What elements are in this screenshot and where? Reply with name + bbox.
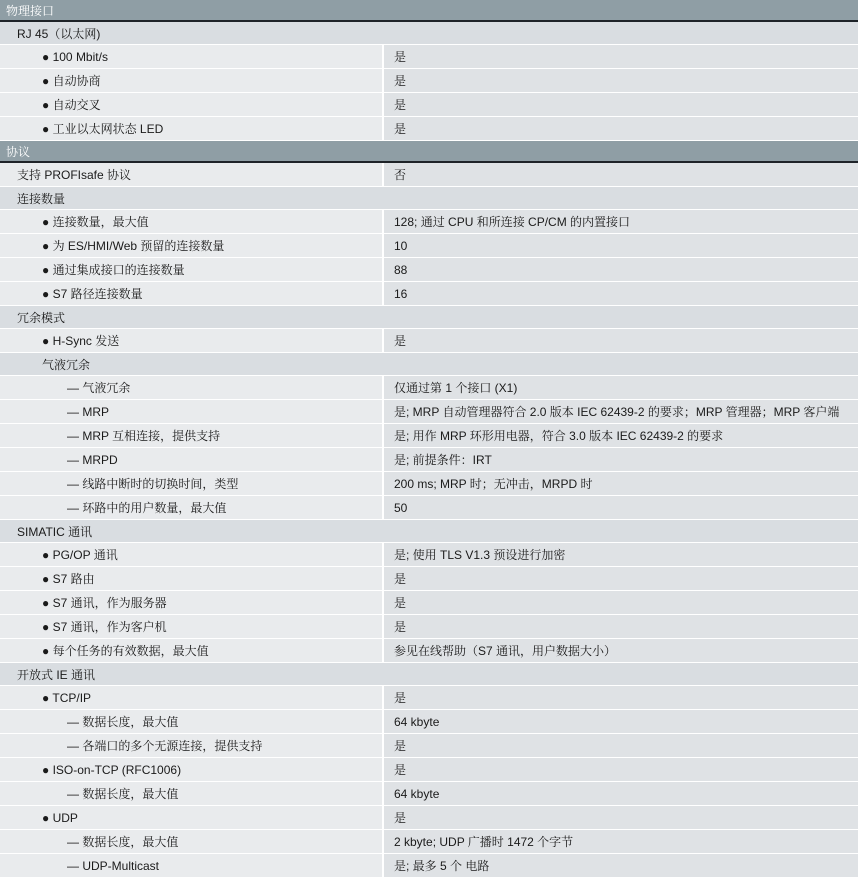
spec-value: 64 kbyte	[382, 782, 858, 805]
spec-row	[0, 591, 858, 615]
spec-row	[0, 854, 858, 878]
spec-value: 是; 最多 5 个 电路	[382, 854, 858, 877]
section-header	[0, 141, 858, 163]
spec-label: — 气液冗余	[67, 381, 131, 395]
spec-row	[0, 472, 858, 496]
spec-label: — 各端口的多个无源连接，提供支持	[67, 739, 263, 753]
spec-row	[0, 117, 858, 141]
spec-value: 200 ms; MRP 时；无冲击，MRPD 时	[382, 472, 858, 495]
group-title: SIMATIC 通讯	[17, 524, 93, 539]
spec-value: 是	[382, 615, 858, 638]
spec-value: 50	[382, 496, 858, 519]
group-title: 气液冗余	[42, 357, 91, 372]
spec-value: 仅通过第 1 个接口 (X1)	[382, 376, 858, 399]
spec-row	[0, 282, 858, 306]
spec-value: 是	[382, 686, 858, 709]
spec-row	[0, 567, 858, 591]
group-header	[0, 306, 858, 329]
spec-row	[0, 830, 858, 854]
spec-row	[0, 496, 858, 520]
section-title: 协议	[6, 144, 31, 159]
spec-value: 是	[382, 591, 858, 614]
spec-value: 是	[382, 734, 858, 757]
spec-label: — MRP	[67, 405, 109, 419]
spec-row	[0, 710, 858, 734]
spec-label: 支持 PROFIsafe 协议	[17, 168, 132, 182]
spec-label: — 数据长度，最大值	[67, 787, 179, 801]
spec-row	[0, 45, 858, 69]
spec-value: 是	[382, 806, 858, 829]
spec-value: 是	[382, 567, 858, 590]
group-header	[0, 353, 858, 376]
spec-label: ● H-Sync 发送	[42, 334, 120, 348]
spec-label: ● UDP	[42, 811, 78, 825]
spec-label: ● 连接数量，最大值	[42, 215, 149, 229]
spec-row	[0, 615, 858, 639]
spec-value: 64 kbyte	[382, 710, 858, 733]
spec-label: — 环路中的用户数量，最大值	[67, 501, 227, 515]
spec-label: ● ISO-on-TCP (RFC1006)	[42, 763, 182, 777]
group-header	[0, 520, 858, 543]
spec-row	[0, 448, 858, 472]
group-title: RJ 45（以太网)	[17, 26, 101, 41]
spec-value: 16	[382, 282, 858, 305]
spec-label: ● PG/OP 通讯	[42, 548, 118, 562]
spec-value: 88	[382, 258, 858, 281]
spec-row	[0, 93, 858, 117]
spec-row	[0, 258, 858, 282]
spec-label: ● 工业以太网状态 LED	[42, 122, 164, 136]
spec-row	[0, 806, 858, 830]
spec-value: 10	[382, 234, 858, 257]
spec-label: ● 通过集成接口的连接数量	[42, 263, 185, 277]
spec-row	[0, 686, 858, 710]
group-title: 冗余模式	[17, 310, 66, 325]
spec-label: — 数据长度，最大值	[67, 835, 179, 849]
spec-row	[0, 400, 858, 424]
spec-row	[0, 734, 858, 758]
spec-row	[0, 639, 858, 663]
spec-row	[0, 69, 858, 93]
spec-row	[0, 758, 858, 782]
spec-row	[0, 543, 858, 567]
spec-label: ● 自动协商	[42, 74, 101, 88]
spec-value: 是	[382, 329, 858, 352]
group-title: 连接数量	[17, 191, 66, 206]
spec-value: 是	[382, 45, 858, 68]
spec-row	[0, 424, 858, 448]
spec-value: 128; 通过 CPU 和所连接 CP/CM 的内置接口	[382, 210, 858, 233]
group-title: 开放式 IE 通讯	[17, 667, 96, 682]
section-header	[0, 0, 858, 22]
spec-label: — MRPD	[67, 453, 118, 467]
spec-label: ● S7 通讯，作为客户机	[42, 620, 167, 634]
spec-value: 否	[382, 163, 858, 186]
group-header	[0, 187, 858, 210]
spec-row	[0, 782, 858, 806]
spec-label: ● 100 Mbit/s	[42, 50, 108, 64]
spec-label: ● 自动交叉	[42, 98, 101, 112]
spec-value: 是	[382, 93, 858, 116]
spec-value: 是; MRP 自动管理器符合 2.0 版本 IEC 62439-2 的要求；MRP 管理器；MRP 客户端	[382, 400, 858, 423]
spec-label: ● S7 通讯，作为服务器	[42, 596, 167, 610]
spec-row	[0, 234, 858, 258]
spec-value: 参见在线帮助（S7 通讯，用户数据大小）	[382, 639, 858, 662]
spec-label: ● 每个任务的有效数据，最大值	[42, 644, 209, 658]
spec-row	[0, 163, 858, 187]
group-header	[0, 663, 858, 686]
spec-label: — MRP 互相连接，提供支持	[67, 429, 221, 443]
spec-row	[0, 376, 858, 400]
spec-row	[0, 329, 858, 353]
spec-label: — UDP-Multicast	[67, 859, 160, 873]
spec-label: ● TCP/IP	[42, 691, 92, 705]
spec-label: ● S7 路径连接数量	[42, 287, 143, 301]
spec-value: 2 kbyte; UDP 广播时 1472 个字节	[382, 830, 858, 853]
spec-value: 是; 前提条件：IRT	[382, 448, 858, 471]
spec-label: — 线路中断时的切换时间，类型	[67, 477, 239, 491]
spec-value: 是	[382, 69, 858, 92]
spec-label: ● 为 ES/HMI/Web 预留的连接数量	[42, 239, 225, 253]
section-title: 物理接口	[6, 3, 55, 18]
spec-value: 是	[382, 758, 858, 781]
spec-value: 是; 使用 TLS V1.3 预设进行加密	[382, 543, 858, 566]
spec-label: — 数据长度，最大值	[67, 715, 179, 729]
spec-label: ● S7 路由	[42, 572, 95, 586]
group-header	[0, 22, 858, 45]
spec-value: 是	[382, 117, 858, 140]
spec-value: 是; 用作 MRP 环形用电器，符合 3.0 版本 IEC 62439-2 的要求	[382, 424, 858, 447]
spec-row	[0, 210, 858, 234]
